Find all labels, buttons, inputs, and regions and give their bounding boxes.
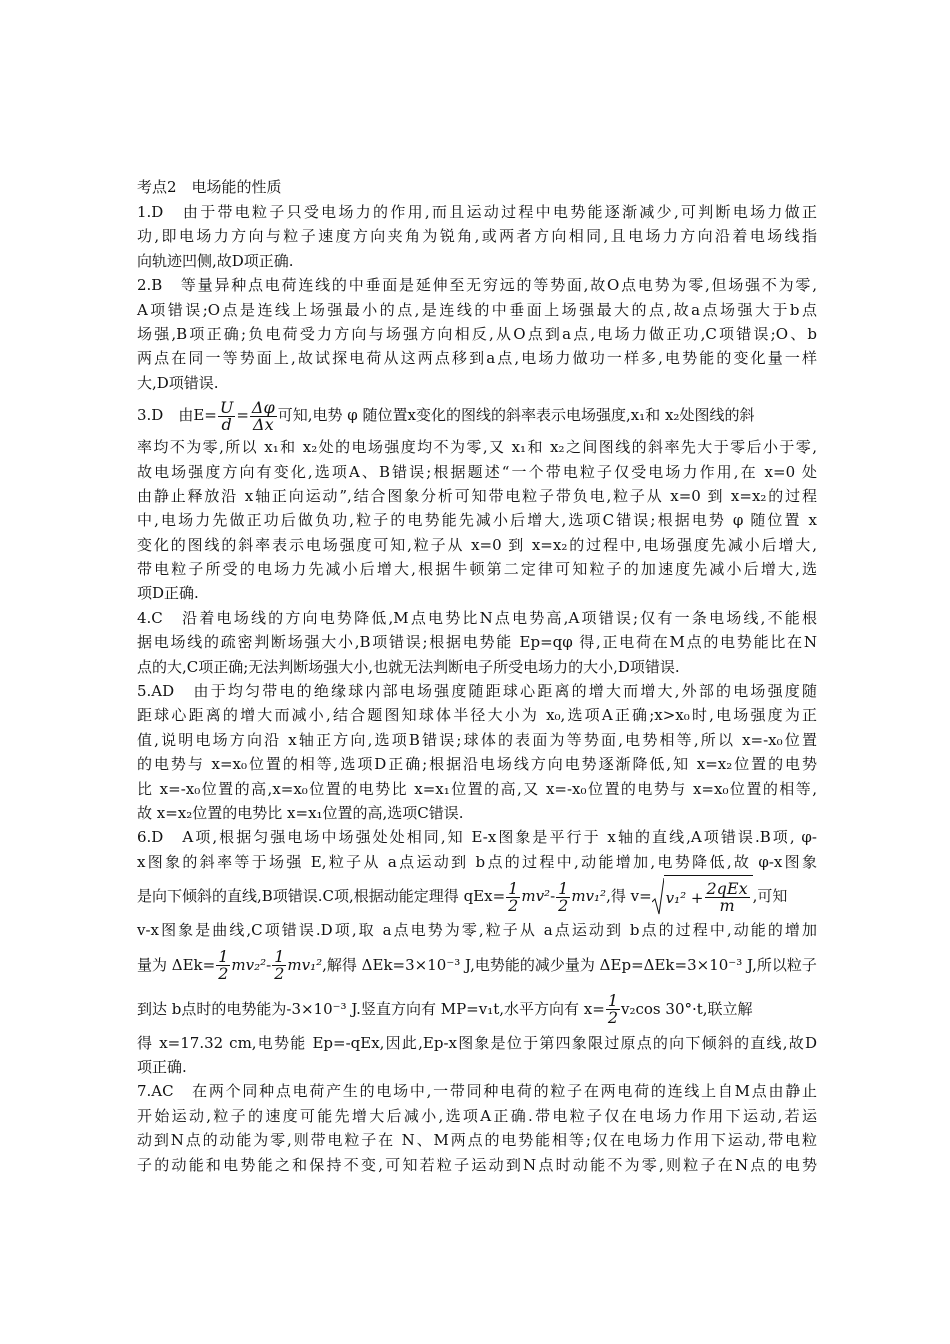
math-term: mv₁² <box>287 955 323 974</box>
text-line: 4.C 沿着电场线的方向电势降低,M点电势比N点电势高,A项错误;仅有一条电场线,不能根 <box>137 608 817 627</box>
equals-sign: = <box>236 406 249 425</box>
minus-sign: - <box>266 955 272 974</box>
text-line: 点的大,C项正确;无法判断场强大小,也就无法判断电子所受电场力的大小,D项错误. <box>137 657 680 676</box>
text-line: 由静止释放沿 x轴正向运动”,结合图象分析可知带电粒子带负电,粒子从 x=0 到 x=x₂的过程 <box>137 486 817 505</box>
fraction-half: $\frac{1}{2}$ <box>274 947 285 984</box>
answer-text <box>137 174 817 1177</box>
minus-sign: - <box>550 887 556 906</box>
text-line: 据电场线的疏密判断场强大小,B项错误;根据电势能 Ep=qφ 得,正电荷在M点的电势能比在N <box>137 633 817 652</box>
formula-line <box>137 987 817 1031</box>
fraction-half: $\frac{1}{2}$ <box>558 878 569 915</box>
text-line: 子的动能和电势能之和保持不变,可知若粒子运动到N点时动能不为零,则粒子在N点的电势 <box>137 1155 817 1174</box>
text-line: 1.D 由于带电粒子只受电场力的作用,而且运动过程中电势能逐渐减少,可判断电场力做正 <box>137 203 817 221</box>
text-line: 率均不为零,所以 x₁和 x₂处的电场强度均不为零,又 x₁和 x₂之间图线的斜率先大于零后小于零, <box>137 438 817 457</box>
radical-sign-icon <box>652 878 664 916</box>
text-run: 到达 b点时的电势能为-3×10⁻³ J.竖直方向有 MP=v₁t,水平方向有 x= <box>137 999 605 1018</box>
text-line: 比 x=-x₀位置的高,x=x₀位置的电势比 x=x₁位置的高,又 x=-x₀位置的电势与 x=x₀位置的相等, <box>137 779 817 798</box>
radicand: v₁² + $\frac{\text{2qEx}}{m}$ <box>664 875 753 920</box>
math-term: mv² <box>521 887 551 906</box>
text-run: v₂cos 30°·t,联立解 <box>621 999 753 1018</box>
text-line: 两点在同一等势面上,故试探电荷从这两点移到a点,电场力做功一样多,电势能的变化量一样 <box>137 349 817 368</box>
text-line: A项错误;O点是连线上场强最小的点,是连线的中垂面上场强最大的点,故a点场强大于b点 <box>137 300 817 319</box>
formula-line <box>137 874 817 918</box>
text-line: v-x图象是曲线,C项错误.D项,取 a点电势为零,粒子从 a点运动到 b点的过程中,动能的增加 <box>137 921 817 940</box>
text-line: 场强,B项正确;负电荷受力方向与场强方向相反,从O点到a点,电场力做正功,C项错误;O、b <box>137 324 817 343</box>
text-line: 得 x=17.32 cm,电势能 Ep=-qEx,因此,Ep-x图象是位于第四象限过原点的向下倾斜的直线,故D <box>137 1033 817 1052</box>
text-line: 故电场强度方向有变化,选项A、B错误;根据题述“一个带电粒子仅受电场力作用,在 x=0 处 <box>137 462 817 481</box>
text-run: 3.D 由E= <box>137 406 217 425</box>
text-line: 5.AD 由于均匀带电的绝缘球内部电场强度随距球心距离的增大而增大,外部的电场强度随 <box>137 682 817 701</box>
text-line: 开始运动,粒子的速度可能先增大后减小,选项A正确.带电粒子仅在电场力作用下运动,若运 <box>137 1106 817 1125</box>
math-term: mv₂² <box>231 955 267 974</box>
text-line: 动到N点的动能为零,则带电粒子在 N、M两点的电势能相等;仅在电场力作用下运动,带电粒 <box>137 1131 817 1150</box>
section-title: 考点2 电场能的性质 <box>137 178 282 196</box>
fraction-dphi-over-dx: $\frac{\Delta\varphi}{\Delta x}$ <box>251 397 275 434</box>
text-line: 项D正确. <box>137 584 199 603</box>
text-run: ,得 v= <box>606 887 652 906</box>
fraction-half: $\frac{1}{2}$ <box>508 878 519 915</box>
text-line: 值,说明电场方向沿 x轴正方向,选项B错误;球体的表面为等势面,电势相等,所以 x=-x₀位置 <box>137 730 817 749</box>
text-run: 是向下倾斜的直线,B项错误.C项,根据动能定理得 qEx= <box>137 887 506 906</box>
text-run: 可知,电势 φ 随位置x变化的图线的斜率表示电场强度,x₁和 x₂处图线的斜 <box>277 406 755 425</box>
math-term: mv₁² <box>571 887 607 906</box>
fraction-2qex-over-m: $\frac{\text{2qEx}}{m}$ <box>706 879 748 916</box>
text-line: 的电势与 x=x₀位置的相等,选项D正确;根据沿电场线方向电势逐渐降低,知 x=x₂位置的电势 <box>137 755 817 774</box>
formula-line <box>137 395 817 435</box>
text-run: ,可知 <box>752 887 788 906</box>
text-line: 项正确. <box>137 1057 187 1076</box>
text-line: 向轨迹凹侧,故D项正确. <box>137 251 294 270</box>
text-line: 距球心距离的增大而减小,结合题图知球体半径大小为 x₀,选项A正确;x>x₀时,电场强度为正 <box>137 706 817 725</box>
text-line: 变化的图线的斜率表示电场强度可知,粒子从 x=0 到 x=x₂的过程中,电场强度先减小后增大, <box>137 535 817 554</box>
text-line: 中,电场力先做正功后做负功,粒子的电势能先减小后增大,选项C错误;根据电势 φ 随位置 x <box>137 511 817 530</box>
formula-line <box>137 943 817 987</box>
text-line: 7.AC 在两个同种点电荷产生的电场中,一带同种电荷的粒子在两电荷的连线上自M点由静止 <box>137 1082 817 1101</box>
text-line: 功,即电场力方向与粒子速度方向夹角为锐角,或两者方向相同,且电场力方向沿着电场线指 <box>137 227 817 246</box>
text-line: 2.B 等量异种点电荷连线的中垂面是延伸至无穷远的等势面,故O点电势为零,但场强不为零, <box>137 276 817 295</box>
fraction-half: $\frac{1}{2}$ <box>218 947 229 984</box>
text-line: x图象的斜率等于场强 E,粒子从 a点运动到 b点的过程中,动能增加,电势降低,故 φ-x图象 <box>137 852 817 871</box>
text-line: 6.D A项,根据匀强电场中场强处处相同,知 E-x图象是平行于 x轴的直线,A项错误.B项, φ- <box>137 828 817 847</box>
fraction-u-over-d: $\frac{U}{d}$ <box>219 397 234 434</box>
text-run: 量为 ΔEk= <box>137 955 216 974</box>
text-line: 大,D项错误. <box>137 373 219 392</box>
fraction-half: $\frac{1}{2}$ <box>607 991 619 1028</box>
text-line: 故 x=x₂位置的电势比 x=x₁位置的高,选项C错误. <box>137 803 464 822</box>
square-root <box>652 875 753 920</box>
text-line: 带电粒子所受的电场力先减小后增大,根据牛顿第二定律可知粒子的加速度先减小后增大,选 <box>137 560 817 579</box>
text-run: ,解得 ΔEk=3×10⁻³ J,电势能的减少量为 ΔEp=ΔEk=3×10⁻³ J,所以粒子 <box>322 955 817 974</box>
